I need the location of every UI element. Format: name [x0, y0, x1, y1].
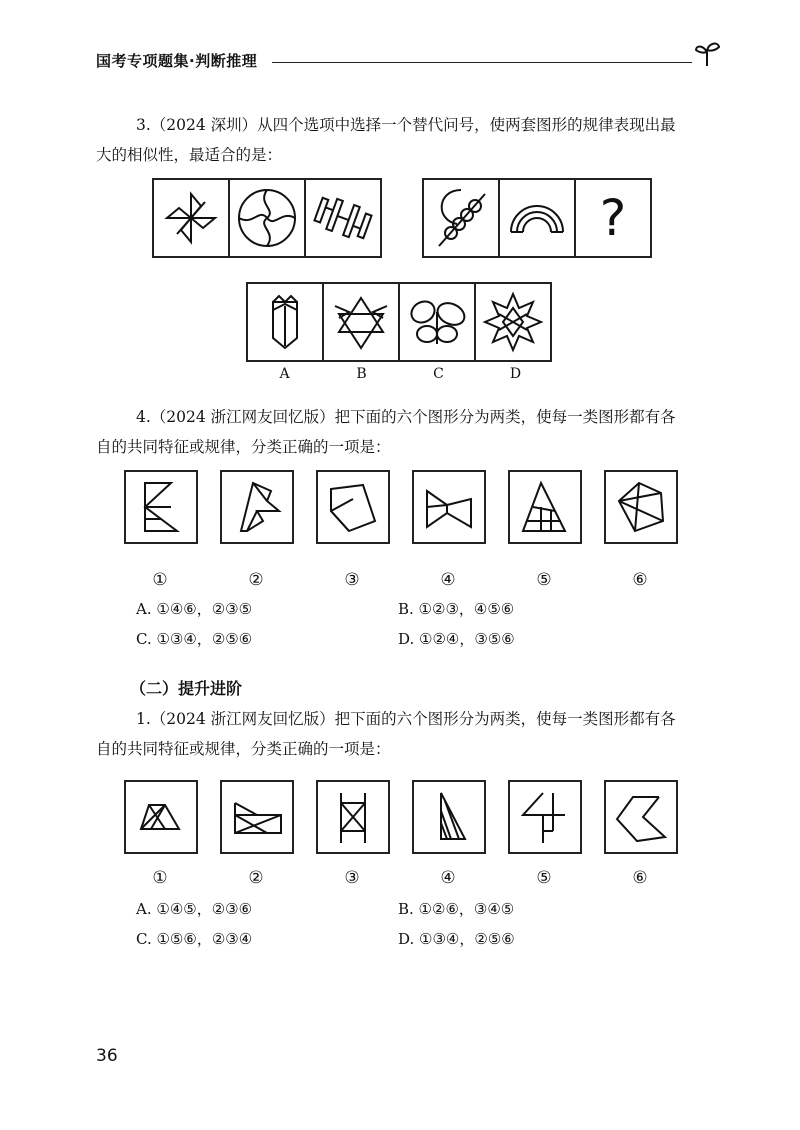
section-title: （二）提升进阶 [130, 679, 243, 698]
page-number: 36 [96, 1046, 118, 1066]
q1-figure-numbers [112, 868, 688, 888]
q1-num-5: ⑤ [536, 868, 552, 888]
q3-question-mark [574, 178, 652, 258]
q4-figure-4 [412, 470, 486, 544]
question-mark-text: ? [599, 189, 627, 247]
q1-num-6: ⑥ [632, 868, 648, 888]
q4-line2: 自的共同特征或规律，分类正确的一项是： [96, 438, 391, 456]
q4-num-2: ② [248, 570, 264, 590]
q4-figure-3 [316, 470, 390, 544]
q3-option-a-label[interactable]: A [279, 366, 290, 382]
q4-figures [124, 470, 700, 544]
q3-set1 [152, 178, 382, 258]
q1-num-3: ③ [344, 868, 360, 888]
q1-figure-6 [604, 780, 678, 854]
q1-num-4: ④ [440, 868, 456, 888]
q1-num-1: ① [152, 868, 168, 888]
q1-choice-c[interactable]: C. ①⑤⑥，②③④ [136, 930, 253, 948]
q4-figure-2 [220, 470, 294, 544]
q4-choice-c[interactable]: C. ①③④，②⑤⑥ [136, 630, 253, 648]
q1-line1: 1.（2024 浙江网友回忆版）把下面的六个图形分为两类，使每一类图形都有各 [136, 710, 676, 728]
q3-option-labels [246, 366, 554, 382]
q1-figure-1 [124, 780, 198, 854]
q4-figure-5 [508, 470, 582, 544]
q3-figure-swirl-circle [228, 178, 306, 258]
q3-option-c-label[interactable]: C [433, 366, 444, 382]
q3-option-d-figure[interactable] [474, 282, 552, 362]
q4-num-5: ⑤ [536, 570, 552, 590]
q3-option-b-figure[interactable] [322, 282, 400, 362]
header-rule [272, 62, 692, 63]
q3-line1: 3.（2024 深圳）从四个选项中选择一个替代问号，使两套图形的规律表现出最 [136, 116, 676, 134]
q1-figure-5 [508, 780, 582, 854]
q4-num-6: ⑥ [632, 570, 648, 590]
q4-line1: 4.（2024 浙江网友回忆版）把下面的六个图形分为两类，使每一类图形都有各 [136, 408, 676, 426]
q3-line2: 大的相似性，最适合的是： [96, 146, 283, 164]
q1-figures [124, 780, 700, 854]
q1-figure-2 [220, 780, 294, 854]
q4-figure-numbers [112, 570, 688, 590]
q4-num-4: ④ [440, 570, 456, 590]
q1-choice-a[interactable]: A. ①④⑤，②③⑥ [136, 900, 253, 918]
q3-option-c-figure[interactable] [398, 282, 476, 362]
running-header [96, 50, 716, 74]
sprout-icon [692, 38, 722, 68]
q1-num-2: ② [248, 868, 264, 888]
q3-option-b-label[interactable]: B [356, 366, 367, 382]
q1-choice-b[interactable]: B. ①②⑥，③④⑤ [398, 900, 515, 918]
q1-figure-4 [412, 780, 486, 854]
q4-choice-d[interactable]: D. ①②④，③⑤⑥ [398, 630, 515, 648]
q4-choice-a[interactable]: A. ①④⑥，②③⑤ [136, 600, 253, 618]
q4-choice-b[interactable]: B. ①②③，④⑤⑥ [398, 600, 515, 618]
q3-figure-hh [304, 178, 382, 258]
q3-figure-pinwheel [152, 178, 230, 258]
q4-num-3: ③ [344, 570, 360, 590]
q1-line2: 自的共同特征或规律，分类正确的一项是： [96, 740, 391, 758]
header-title: 国考专项题集·判断推理 [96, 52, 258, 70]
q3-figure-beads [422, 178, 500, 258]
q1-choice-d[interactable]: D. ①③④，②⑤⑥ [398, 930, 515, 948]
q4-figure-6 [604, 470, 678, 544]
q3-set2 [422, 178, 652, 258]
q3-option-d-label[interactable]: D [509, 366, 522, 382]
q4-num-1: ① [152, 570, 168, 590]
q3-options [246, 282, 552, 362]
q3-figure-rainbow [498, 178, 576, 258]
q1-figure-3 [316, 780, 390, 854]
q3-option-a-figure[interactable] [246, 282, 324, 362]
q4-figure-1 [124, 470, 198, 544]
